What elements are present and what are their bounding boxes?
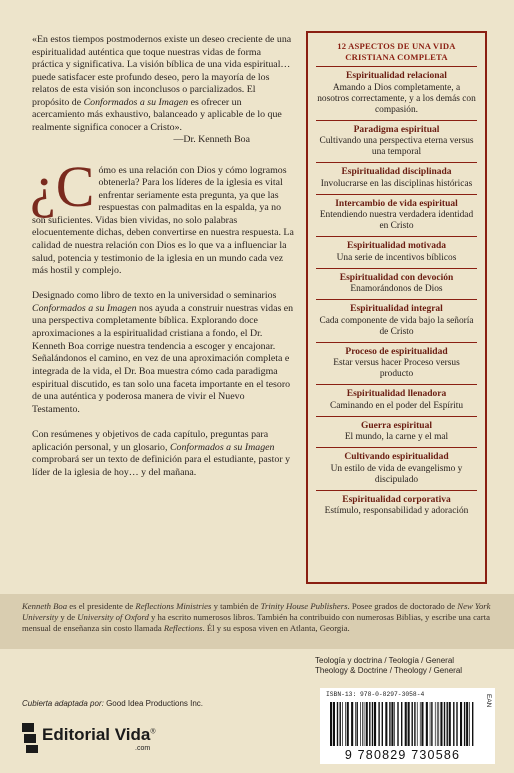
aspect-item bbox=[316, 490, 477, 522]
barcode bbox=[320, 688, 495, 764]
aspects-panel bbox=[306, 31, 487, 584]
aspect-item bbox=[316, 120, 477, 163]
aspect-description: Cada componente de vida bajo la señoría de Cristo bbox=[319, 315, 474, 337]
bio-text: y ha escrito numerosos libros. También ha contribuido con numerosas Biblias, y escribe una carta mensual de enseñanza sin costo llamada bbox=[22, 612, 490, 634]
barcode-bar bbox=[430, 702, 431, 746]
intro-text: ómo es una relación con Dios y cómo logramos obtenerla? Para los líderes de la iglesia es vital enfrentar seriamente esta pregunta, ya que las respuestas con palmaditas en la espalda, ya no son suficientes. Vidas bien vividas, no solo palabras elocuentemente dichas, deben convertirse en nuestra respuesta. La calidad de nuestra relación con Dios es lo que va a influenciar la salud, potencia y testimonio de la iglesia en un mundo cada vez más hostil y complejo. bbox=[32, 164, 294, 277]
aspect-name: Espiritualidad motivada bbox=[347, 241, 446, 251]
bio-text: . Él y su esposa viven en Atlanta, Georgia. bbox=[202, 623, 350, 634]
aspect-description: Amando a Dios completamente, a nosotros correctamente, y a los demás con compasión. bbox=[317, 82, 476, 115]
barcode-bar bbox=[438, 702, 439, 746]
intro-paragraph bbox=[30, 153, 294, 278]
bio-text: y también de bbox=[211, 601, 261, 611]
category-en: Theology & Doctrine / Theology / General bbox=[315, 666, 463, 675]
barcode-bar bbox=[355, 702, 356, 746]
barcode-bar bbox=[431, 702, 432, 746]
publisher-logo-icon bbox=[22, 723, 38, 753]
closing-paragraph bbox=[32, 429, 294, 480]
barcode-bar bbox=[421, 702, 423, 746]
para3-book-title: Conformados a su Imagen bbox=[169, 441, 275, 453]
aspect-description: Una serie de incentivos bíblicos bbox=[336, 252, 457, 263]
left-column bbox=[32, 34, 294, 480]
barcode-bar bbox=[405, 702, 407, 746]
barcode-bar bbox=[435, 702, 436, 746]
barcode-bar bbox=[453, 702, 454, 746]
aspect-name: Espiritualidad relacional bbox=[346, 71, 447, 81]
author-bio bbox=[0, 594, 514, 649]
barcode-bar bbox=[414, 702, 415, 746]
aspect-name: Espiritualidad integral bbox=[350, 304, 443, 314]
barcode-bar bbox=[360, 702, 361, 746]
aspect-name: Espiritualidad disciplinada bbox=[341, 167, 452, 177]
aspect-item bbox=[316, 194, 477, 237]
barcode-bars bbox=[328, 702, 475, 752]
barcode-bar bbox=[364, 702, 365, 746]
category-es: Teología y doctrina / Teología / General bbox=[315, 656, 455, 665]
barcode-bar bbox=[412, 702, 413, 746]
publisher-logo bbox=[22, 722, 192, 756]
barcode-bar bbox=[391, 702, 393, 746]
aspect-name: Cultivando espiritualidad bbox=[344, 452, 449, 462]
aspect-name: Paradigma espiritual bbox=[353, 124, 440, 135]
para2-after: nos ayuda a construir nuestras vidas en una perspectiva completamente bíblica. Explorando doce aproximaciones a la espiritualidad cristiana a fondo, el Dr. Kenneth Boa corrige nuestra tendencia a escoger y encajonar. Señalándonos el camino, en vez de una aproximación completa e integrada de la vida, el Dr. Boa muestra cómo cada paradigma espiritual discutido, es tan solo una faceta importante en el tesoro de una auténtica y poderosa manera de vivir el Nuevo Testamento. bbox=[32, 302, 294, 416]
barcode-bar bbox=[460, 702, 462, 746]
quote-text-after: es ofrecer un acercamiento más exhaustivo, balanceado y aplicable de lo que realmente significa conocer a Cristo». bbox=[32, 96, 282, 133]
quote-text: «En estos tiempos postmodernos existe un deseo creciente de una espiritualidad auténtica que toque nuestras vidas de forma práctica y significativa. La visión bíblica de una vida espiritual… puede satisfacer este profundo deseo, pero la mayoría de los relatos de esta visión son inconclusos o parcializados. El propósito de bbox=[32, 34, 292, 108]
aspect-item bbox=[316, 342, 477, 385]
quote-book-title: Conformados a su Imagen bbox=[83, 96, 189, 108]
bio-university: New York University bbox=[22, 601, 491, 623]
aspect-item bbox=[316, 384, 477, 416]
description-paragraph bbox=[32, 290, 294, 417]
aspect-description: Caminando en el poder del Espíritu bbox=[329, 400, 464, 411]
aspect-description: El mundo, la carne y el mal bbox=[344, 432, 449, 442]
barcode-bar bbox=[345, 702, 346, 746]
barcode-bar bbox=[347, 702, 349, 746]
barcode-bar bbox=[456, 702, 457, 746]
barcode-bar bbox=[366, 702, 368, 746]
aspect-name: Proceso de espiritualidad bbox=[345, 346, 448, 357]
cover-credit bbox=[22, 699, 203, 708]
barcode-bar bbox=[469, 702, 470, 746]
publisher-domain-suffix: .com bbox=[135, 745, 151, 752]
barcode-bar bbox=[385, 702, 387, 746]
barcode-bar bbox=[382, 702, 383, 746]
barcode-bar bbox=[337, 702, 338, 746]
ean-label: EAN bbox=[485, 694, 492, 708]
aspect-description: Enamorándonos de Dios bbox=[350, 284, 443, 294]
barcode-bar bbox=[378, 702, 379, 746]
barcode-bar bbox=[437, 702, 438, 746]
bio-org: Trinity House Publishers bbox=[260, 601, 348, 611]
aspects-list bbox=[316, 66, 477, 521]
bio-org: Reflections Ministries bbox=[135, 601, 212, 611]
para3-after: comprobará ser un texto de definición para el estudiante, pastor y líder de la iglesia de hoy… y del mañana. bbox=[32, 454, 291, 478]
drop-cap: ¿C bbox=[30, 153, 95, 219]
aspect-description: Entendiendo nuestra verdadera identidad en Cristo bbox=[319, 210, 474, 231]
barcode-number: 9 780829 730586 bbox=[344, 748, 461, 762]
barcode-bar bbox=[440, 702, 442, 746]
barcode-bar bbox=[394, 702, 395, 746]
para2-before: Designado como libro de texto en la universidad o seminarios bbox=[32, 289, 277, 301]
aspect-description: Cultivando una perspectiva eterna versus una temporal bbox=[319, 136, 474, 157]
subject-categories bbox=[315, 656, 495, 676]
barcode-bar bbox=[389, 702, 390, 746]
barcode-bar bbox=[369, 702, 370, 746]
bio-text: es el presidente de bbox=[67, 601, 136, 611]
barcode-bar bbox=[342, 702, 343, 746]
barcode-bar bbox=[408, 702, 410, 746]
bio-university: University of Oxford bbox=[77, 612, 149, 623]
barcode-bar bbox=[374, 702, 376, 746]
aspect-name: Intercambio de vida espiritual bbox=[335, 198, 458, 209]
aspect-description: Un estilo de vida de evangelismo y discipulado bbox=[330, 463, 463, 485]
aspect-item bbox=[316, 447, 477, 490]
aspect-name: Espiritualidad llenadora bbox=[346, 389, 447, 399]
aspect-description: Estímulo, responsabilidad y adoración bbox=[324, 506, 469, 516]
barcode-bar bbox=[466, 702, 468, 746]
aspect-name: Espiritualidad corporativa bbox=[342, 494, 451, 505]
bio-letter-name: Reflections bbox=[163, 623, 203, 634]
aspect-description: Involucrarse en las disciplinas históricas bbox=[320, 178, 473, 189]
barcode-bar bbox=[449, 702, 451, 746]
barcode-bar bbox=[397, 702, 398, 746]
barcode-bar bbox=[330, 702, 332, 746]
barcode-bar bbox=[362, 702, 363, 746]
aspect-item bbox=[316, 268, 477, 300]
aspect-item bbox=[316, 162, 477, 194]
bio-name: Kenneth Boa bbox=[22, 601, 68, 611]
aspect-item bbox=[316, 236, 477, 268]
barcode-bar bbox=[417, 702, 418, 746]
credit-label: Cubierta adaptada por: bbox=[22, 699, 104, 708]
barcode-bar bbox=[472, 702, 473, 746]
isbn-label: ISBN-13: 978-0-8297-3058-4 bbox=[326, 691, 425, 698]
barcode-bar bbox=[464, 702, 465, 746]
barcode-bar bbox=[333, 702, 335, 746]
aspect-item bbox=[316, 66, 477, 120]
barcode-bar bbox=[357, 702, 358, 746]
barcode-bar bbox=[372, 702, 373, 746]
para3-before: Con resúmenes y objetivos de cada capítulo, preguntas para aplicación personal, y un glosario, bbox=[32, 428, 269, 453]
bio-text: . Posee grados de doctorado de bbox=[347, 601, 458, 611]
registered-mark: ® bbox=[150, 728, 156, 736]
barcode-bar bbox=[420, 702, 421, 746]
barcode-bar bbox=[426, 702, 428, 746]
barcode-bar bbox=[401, 702, 402, 746]
aspect-item bbox=[316, 299, 477, 342]
barcode-bar bbox=[447, 702, 448, 746]
para2-book-title: Conformados a su Imagen bbox=[32, 302, 137, 314]
barcode-bar bbox=[340, 702, 341, 746]
barcode-bar bbox=[351, 702, 353, 746]
barcode-bar bbox=[444, 702, 445, 746]
quote-author: —Dr. Kenneth Boa bbox=[173, 134, 250, 145]
publisher-name bbox=[42, 725, 156, 745]
aspect-description: Estar versus hacer Proceso versus producto bbox=[333, 358, 460, 379]
bio-text: y de bbox=[58, 612, 78, 623]
aspect-item bbox=[316, 416, 477, 448]
panel-title: 12 ASPECTOS DE UNA VIDA CRISTIANA COMPLETA bbox=[337, 41, 456, 62]
aspect-name: Guerra espiritual bbox=[361, 420, 432, 431]
endorsement-quote bbox=[32, 34, 294, 147]
credit-company: Good Idea Productions Inc. bbox=[103, 699, 204, 708]
aspect-name: Espiritualidad con devoción bbox=[339, 272, 454, 283]
publisher-name-text: Editorial Vida bbox=[42, 725, 151, 744]
